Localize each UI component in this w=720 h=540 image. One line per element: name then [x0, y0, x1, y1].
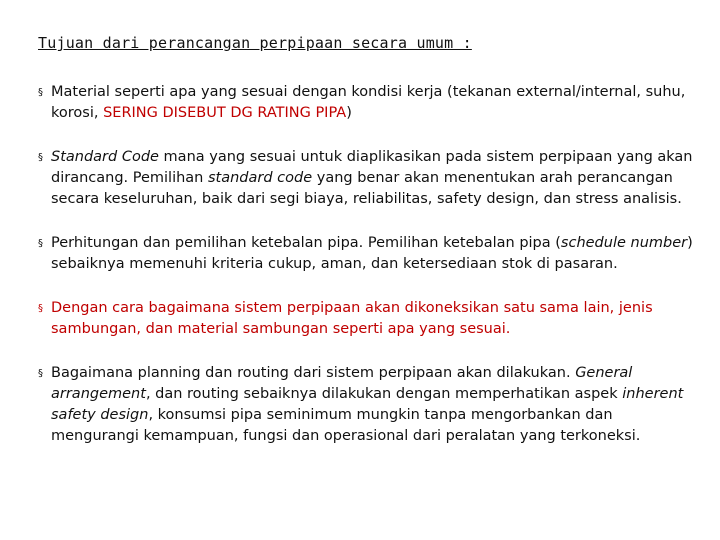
bullet-text: Perhitungan dan pemilihan ketebalan pipa. Pemilihan ketebalan pipa (: [51, 235, 561, 251]
bullet-text: Material seperti apa yang sesuai dengan kondisi kerja (tekanan external/internal, suhu, korosi,: [51, 84, 686, 121]
bullet-text: ) sebaiknya memenuhi kriteria cukup, aman, dan ketersediaan stok di pasaran.: [51, 235, 693, 272]
bullet-text: Dengan cara bagaimana sistem perpipaan akan dikoneksikan satu sama lain, jenis sambungan, dan material sambungan seperti apa yang sesuai.: [51, 300, 653, 337]
bullet-text: , dan routing sebaiknya dilakukan dengan memperhatikan aspek: [145, 386, 623, 402]
bullet-item-planning-routing: [38, 363, 698, 447]
bullet-italic-text: inherent safety design: [51, 386, 684, 423]
bullet-item-thickness: [38, 233, 698, 275]
bullet-item-connection: [38, 298, 698, 340]
bullet-list: [38, 82, 698, 470]
bullet-text: mana yang sesuai untuk diaplikasikan pada sistem perpipaan yang akan dirancang. Pemilihan: [51, 149, 693, 186]
slide-title: Tujuan dari perancangan perpipaan secara umum :: [38, 34, 472, 52]
bullet-italic-text: General arrangement: [51, 365, 633, 402]
bullet-italic-text: standard code: [207, 170, 313, 186]
bullet-text: yang benar akan menentukan arah perancangan secara keseluruhan, baik dari segi biaya, reliabilitas, safety design, dan stress analisis.: [51, 170, 682, 207]
bullet-italic-text: schedule number: [560, 235, 688, 251]
bullet-highlight-text: SERING DISEBUT DG RATING PIPA: [103, 105, 347, 121]
bullet-marker-icon: §: [38, 152, 43, 163]
bullet-marker-icon: §: [38, 303, 43, 314]
bullet-item-material: [38, 82, 698, 124]
bullet-text: Bagaimana planning dan routing dari sistem perpipaan akan dilakukan.: [51, 365, 576, 381]
bullet-italic-text: Standard Code: [51, 149, 159, 165]
bullet-marker-icon: §: [38, 87, 43, 98]
bullet-item-standard-code: [38, 147, 698, 210]
bullet-marker-icon: §: [38, 238, 43, 249]
bullet-text: ): [346, 105, 352, 121]
bullet-text: , konsumsi pipa seminimum mungkin tanpa mengorbankan dan mengurangi kemampuan, fungsi dan operasional dari peralatan yang terkoneksi.: [51, 407, 641, 444]
bullet-marker-icon: §: [38, 368, 43, 379]
